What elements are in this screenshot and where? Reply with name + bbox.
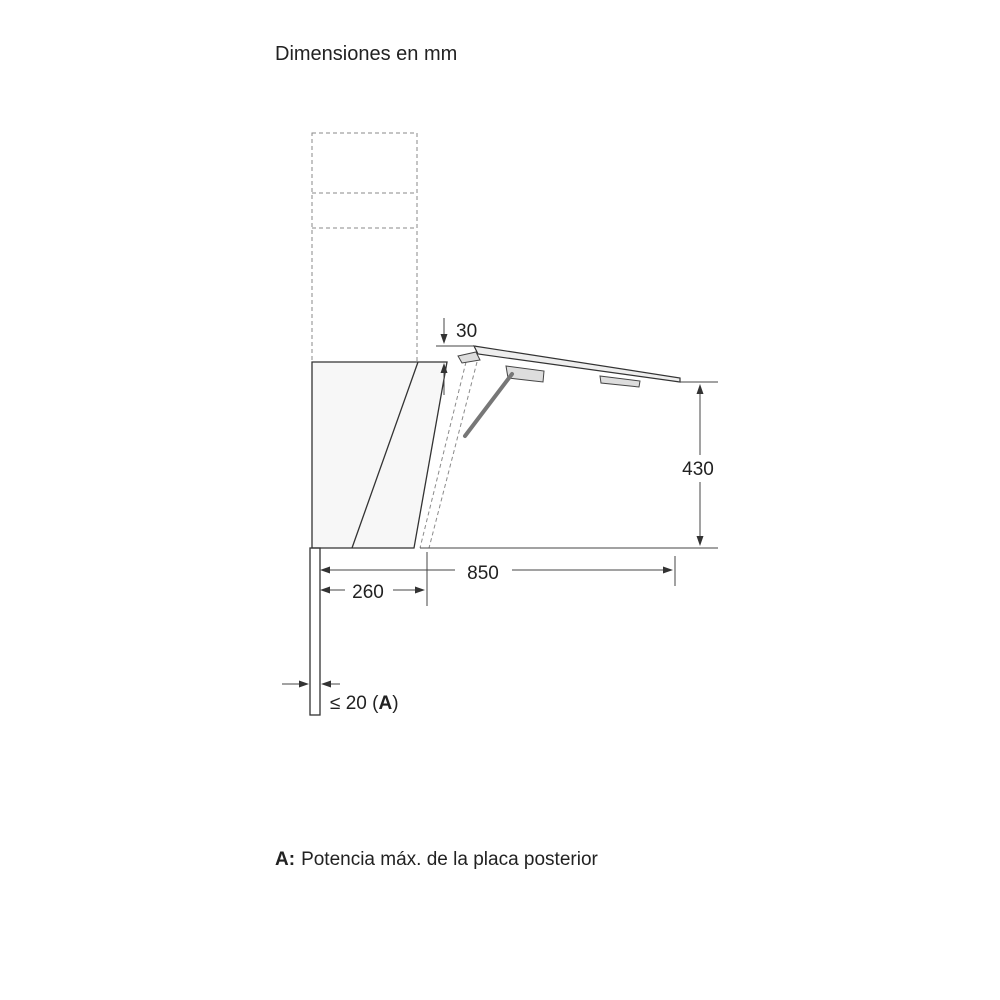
chimney-body bbox=[312, 133, 417, 362]
glass-panel-open bbox=[458, 346, 680, 436]
height-arrow-top bbox=[697, 384, 704, 394]
drawing-title: Dimensiones en mm bbox=[275, 43, 458, 65]
chimney-outline bbox=[312, 133, 417, 362]
legend bbox=[275, 849, 599, 870]
backplate-label-ref: A bbox=[378, 693, 393, 714]
dimension-height bbox=[420, 382, 718, 548]
depth-arrow-right bbox=[663, 567, 673, 574]
backplate-label-prefix: ≤ 20 ( bbox=[330, 693, 379, 714]
depth-label: 850 bbox=[467, 563, 499, 584]
dimension-backplate bbox=[282, 681, 399, 715]
legend-key: A: bbox=[275, 849, 296, 870]
back-plate bbox=[310, 548, 320, 715]
wall-offset-arrow-left bbox=[320, 587, 330, 594]
wall-offset-label: 260 bbox=[352, 582, 384, 603]
hinge-mechanism-rear bbox=[600, 376, 640, 387]
backplate-label bbox=[330, 693, 399, 714]
backplate-label-suffix: ) bbox=[392, 693, 399, 714]
backplate-arrow-left-head bbox=[299, 681, 309, 688]
top-gap-arrow-upper-head bbox=[441, 334, 448, 344]
glass-panel bbox=[474, 346, 680, 382]
pivot-bracket bbox=[458, 352, 480, 363]
wall-offset-arrow-right bbox=[415, 587, 425, 594]
top-gap-label: 30 bbox=[456, 321, 478, 342]
depth-arrow-left bbox=[320, 567, 330, 574]
height-arrow-bottom bbox=[697, 536, 704, 546]
backplate-arrow-right-head bbox=[321, 681, 331, 688]
legend-text: Potencia máx. de la placa posterior bbox=[301, 849, 598, 870]
support-arm bbox=[465, 374, 512, 436]
dimension-wall-offset bbox=[320, 552, 427, 606]
height-label: 430 bbox=[682, 459, 714, 480]
